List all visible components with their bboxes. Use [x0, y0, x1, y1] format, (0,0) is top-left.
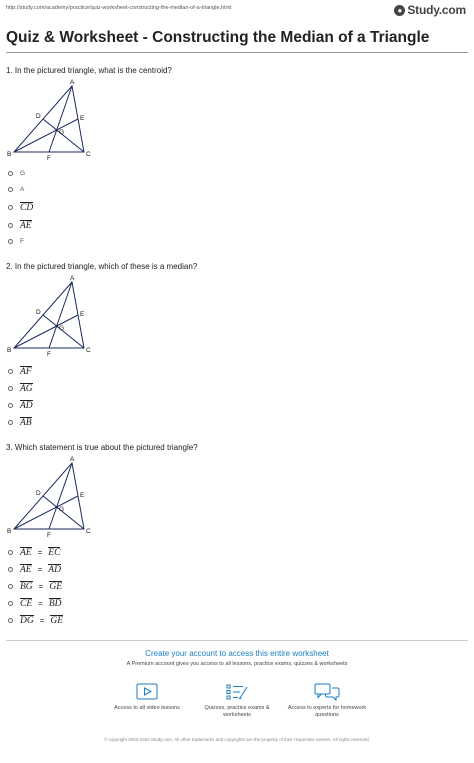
- option-label: F: [20, 238, 24, 245]
- radio-icon[interactable]: [8, 187, 13, 192]
- question-3-text: 3. Which statement is true about the pictured triangle?: [6, 443, 198, 452]
- point-label-f: F: [47, 351, 51, 358]
- q2-option-3[interactable]: [8, 400, 33, 411]
- q1-option-4[interactable]: [8, 220, 32, 231]
- radio-icon[interactable]: [8, 618, 13, 623]
- radio-icon[interactable]: [8, 205, 13, 210]
- equals-sign: =: [37, 564, 43, 574]
- question-2-triangle-figure: [6, 274, 106, 358]
- vertex-label-b: B: [7, 151, 12, 158]
- radio-icon[interactable]: [8, 171, 13, 176]
- option-segment: AF: [20, 366, 32, 377]
- option-label: G: [20, 170, 26, 177]
- video-lesson-icon: [136, 683, 158, 701]
- option-left-segment: DG: [20, 615, 34, 626]
- option-right-segment: GE: [49, 581, 63, 592]
- cta-title-link[interactable]: Create your account to access this entire worksheet: [145, 649, 329, 658]
- radio-icon[interactable]: [8, 403, 13, 408]
- point-label-e: E: [80, 311, 85, 318]
- q2-option-1[interactable]: [8, 366, 32, 377]
- radio-icon[interactable]: [8, 550, 13, 555]
- option-label: A: [20, 186, 25, 193]
- equals-sign: =: [39, 615, 45, 625]
- point-label-g: G: [59, 129, 65, 136]
- vertex-label-a: A: [70, 456, 75, 463]
- vertex-label-a: A: [70, 275, 75, 282]
- feature-quizzes: [192, 683, 282, 719]
- vertex-label-b: B: [7, 528, 12, 535]
- q3-option-3[interactable]: [8, 581, 62, 592]
- option-segment: AG: [20, 383, 33, 394]
- feature-experts-text: Access to experts for homework questions: [287, 705, 367, 718]
- q2-option-4[interactable]: [8, 417, 32, 428]
- logo-text: Study.com: [407, 3, 466, 17]
- q2-option-2[interactable]: [8, 383, 33, 394]
- radio-icon[interactable]: [8, 601, 13, 606]
- radio-icon[interactable]: [8, 567, 13, 572]
- radio-icon[interactable]: [8, 239, 13, 244]
- point-label-d: D: [36, 113, 41, 120]
- q1-option-3[interactable]: [8, 202, 33, 213]
- equals-sign: =: [38, 581, 44, 591]
- page-title: Quiz & Worksheet - Constructing the Median of a Triangle: [6, 29, 430, 46]
- question-1-text: 1. In the pictured triangle, what is the centroid?: [6, 66, 172, 75]
- vertex-label-c: C: [86, 151, 91, 158]
- option-right-segment: AD: [48, 564, 61, 575]
- radio-icon[interactable]: [8, 584, 13, 589]
- q3-option-4[interactable]: [8, 598, 61, 609]
- copyright-text: © copyright 2003-2020 Study.com. All other trademarks and copyrights are the property of their respective owners. All rights reserved.: [104, 737, 370, 742]
- equals-sign: =: [37, 547, 43, 557]
- radio-icon[interactable]: [8, 386, 13, 391]
- option-right-segment: GE: [50, 615, 64, 626]
- cta-divider: [6, 640, 468, 641]
- option-segment: AD: [20, 400, 33, 411]
- option-left-segment: AE: [20, 564, 32, 575]
- vertex-label-c: C: [86, 528, 91, 535]
- quiz-icon: [225, 683, 249, 701]
- vertex-label-b: B: [7, 347, 12, 354]
- study-logo[interactable]: [394, 3, 466, 17]
- radio-icon[interactable]: [8, 369, 13, 374]
- vertex-label-c: C: [86, 347, 91, 354]
- option-left-segment: BG: [20, 581, 33, 592]
- point-label-d: D: [36, 309, 41, 316]
- logo-mark-icon: ●: [394, 5, 405, 16]
- point-label-g: G: [59, 506, 65, 513]
- option-segment: AE: [20, 220, 32, 231]
- feature-experts: [282, 683, 372, 719]
- question-1-triangle-figure: [6, 78, 106, 162]
- point-label-e: E: [80, 115, 85, 122]
- radio-icon[interactable]: [8, 223, 13, 228]
- equals-sign: =: [38, 598, 43, 608]
- page-url: http://study.com/academy/practice/quiz-worksheet-constructing-the-median-of-a-triangle.html: [6, 5, 232, 11]
- option-left-segment: CE: [20, 598, 33, 609]
- point-label-f: F: [47, 155, 51, 162]
- title-divider: [6, 52, 468, 53]
- option-right-segment: EC: [48, 547, 61, 558]
- q3-option-1[interactable]: [8, 547, 60, 558]
- option-right-segment: BD: [48, 598, 62, 609]
- option-segment: CD: [20, 202, 34, 213]
- vertex-label-a: A: [70, 79, 75, 86]
- question-3-triangle-figure: [6, 455, 106, 539]
- feature-quizzes-text: Quizzes, practice exams & worksheets: [204, 705, 270, 718]
- question-2-text: 2. In the pictured triangle, which of these is a median?: [6, 262, 198, 271]
- q1-option-5[interactable]: [8, 238, 24, 245]
- q3-option-2[interactable]: [8, 564, 61, 575]
- q1-option-2[interactable]: [8, 186, 24, 193]
- experts-chat-icon: [314, 683, 340, 701]
- cta-subtitle: A Premium account gives you access to all lessons, practice exams, quizzes & worksheets: [126, 661, 348, 667]
- feature-video-lessons: [102, 683, 192, 712]
- point-label-f: F: [47, 532, 51, 539]
- option-left-segment: AE: [20, 547, 32, 558]
- q3-option-5[interactable]: [8, 615, 63, 626]
- point-label-e: E: [80, 492, 85, 499]
- point-label-g: G: [59, 325, 65, 332]
- q1-option-1[interactable]: [8, 170, 25, 177]
- point-label-d: D: [36, 490, 41, 497]
- feature-video-text: Access to all video lessons: [114, 705, 180, 711]
- radio-icon[interactable]: [8, 420, 13, 425]
- option-segment: AB: [20, 417, 32, 428]
